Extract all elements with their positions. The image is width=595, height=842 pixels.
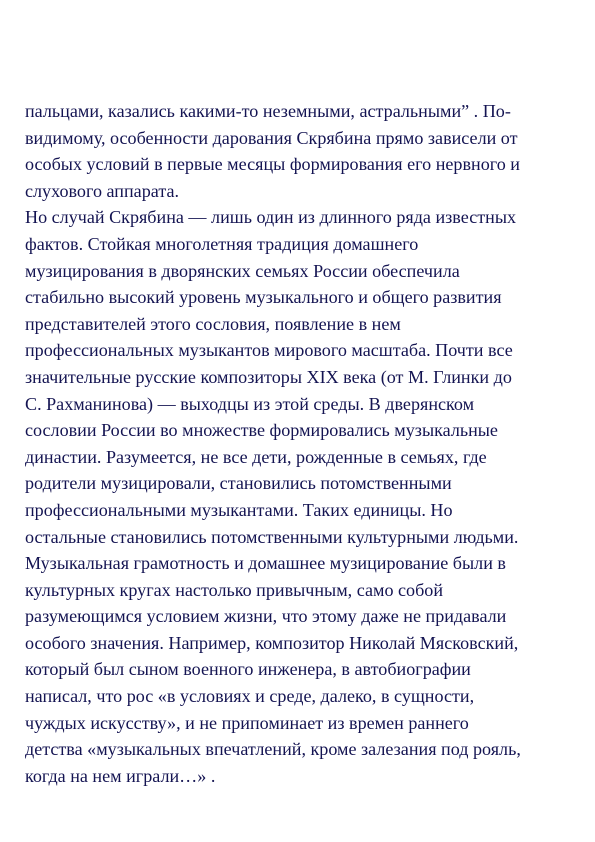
text-line: чуждых искусству», и не припоминает из времен раннего [25,712,469,733]
text-line: когда на нем играли…» . [25,765,216,786]
text-line: пальцами, казались какими-то неземными, астральными” . По- [25,101,511,121]
text-line: видимому, особенности дарования Скрябина прямо зависели от [25,127,518,148]
text-line: музицирования в дворянских семьях России обеспечила [25,260,460,281]
text-line: слухового аппарата. [25,180,179,201]
text-line: разумеющимся условием жизни, что этому даже не придавали [25,606,507,627]
text-line: С. Рахманинова) — выходцы из этой среды. В дверянском [25,393,475,414]
text-line: стабильно высокий уровень музыкального и общего развития [25,287,502,308]
text-line: особых условий в первые месяцы формирования его нервного и [25,154,520,175]
text-line: профессиональных музыкантов мирового масштаба. Почти все [25,340,513,361]
text-line: Музыкальная грамотность и домашнее музицирование были в [25,553,506,574]
text-line: остальные становились потомственными культурными людьми. [25,526,519,547]
text-line: написал, что рос «в условиях и среде, далеко, в сущности, [25,686,475,707]
text-line: который был сыном военного инженера, в автобиографии [25,659,471,680]
text-line: профессиональными музыкантами. Таких единицы. Но [25,499,453,520]
text-line: культурных кругах настолько привычным, само собой [25,579,444,600]
text-line: династии. Разумеется, не все дети, рожденные в семьях, где [25,446,487,467]
text-line: детства «музыкальных впечатлений, кроме залезания под рояль, [25,739,521,760]
text-line: сословии России во множестве формировались музыкальные [25,420,498,441]
text-line: родители музицировали, становились потомственными [25,473,452,494]
text-line: особого значения. Например, композитор Николай Мясковский, [25,632,519,653]
text-line: значительные русские композиторы XIX века (от М. Глинки до [25,366,512,387]
text-line: Но случай Скрябина — лишь один из длинного ряда известных [25,207,517,228]
body-text [25,98,585,789]
text-line: представителей этого сословия, появление в нем [25,313,401,334]
text-line: фактов. Стойкая многолетняя традиция домашнего [25,233,419,254]
